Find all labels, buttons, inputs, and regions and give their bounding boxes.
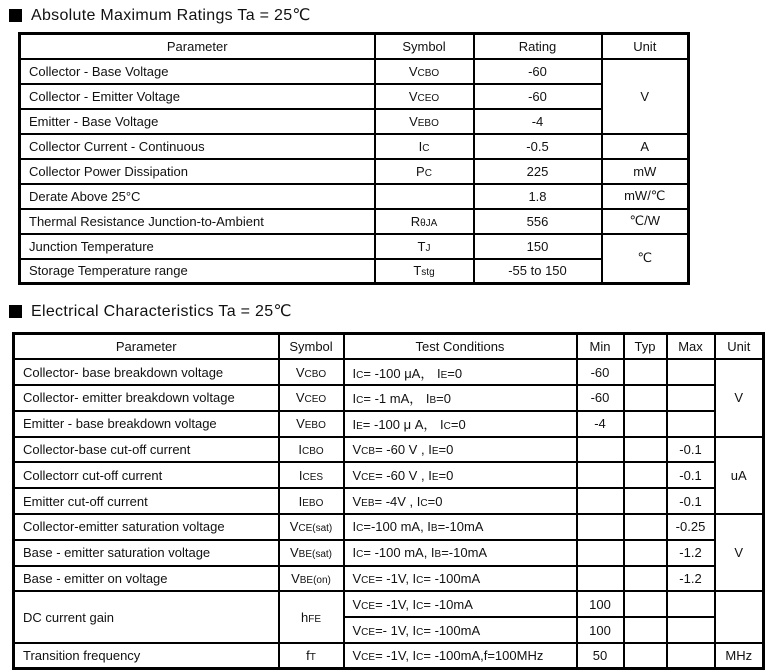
param-cell: Emitter cut-off current — [14, 488, 279, 514]
symbol-cell: VCE(sat) — [279, 514, 344, 540]
typ-cell — [624, 514, 667, 540]
section-title-text: Absolute Maximum Ratings Ta = 25℃ — [31, 7, 311, 24]
table-row — [20, 184, 689, 209]
min-cell — [577, 488, 624, 514]
unit-cell: ℃/W — [602, 209, 689, 234]
filled-square-icon — [9, 9, 22, 22]
max-cell: -0.1 — [667, 437, 715, 463]
param-cell: Collectorr cut-off current — [14, 462, 279, 488]
typ-cell — [624, 617, 667, 643]
cond-cell: VCE= -1V, IC= -10mA — [344, 591, 577, 617]
symbol-cell: VCBO — [279, 359, 344, 385]
unit-cell: ℃ — [602, 234, 689, 284]
param-cell: Collector- emitter breakdown voltage — [14, 385, 279, 411]
symbol-cell: hFE — [279, 591, 344, 643]
symbol-cell: VEBO — [375, 109, 474, 134]
unit-cell: MHz — [715, 643, 764, 669]
rating-cell: 556 — [474, 209, 602, 234]
cond-cell: VEB= -4V , IC=0 — [344, 488, 577, 514]
rating-cell: -55 to 150 — [474, 259, 602, 284]
col-header-min: Min — [577, 334, 624, 360]
unit-cell: mW — [602, 159, 689, 184]
cond-cell: VCE= -1V, IC= -100mA — [344, 566, 577, 592]
typ-cell — [624, 488, 667, 514]
table-row — [14, 385, 764, 411]
unit-cell: V — [715, 514, 764, 591]
symbol-cell: fT — [279, 643, 344, 669]
section-title-electrical-characteristics — [9, 301, 292, 321]
rating-cell: 150 — [474, 234, 602, 259]
table-row — [14, 643, 764, 669]
symbol-cell: RθJA — [375, 209, 474, 234]
typ-cell — [624, 359, 667, 385]
symbol-cell: VBE(on) — [279, 566, 344, 592]
cond-cell: VCB= -60 V , IE=0 — [344, 437, 577, 463]
col-header-parameter: Parameter — [14, 334, 279, 360]
param-cell: Collector - Emitter Voltage — [20, 84, 375, 109]
typ-cell — [624, 566, 667, 592]
cond-cell: VCE= -1V, IC= -100mA,f=100MHz — [344, 643, 577, 669]
section-title-text: Electrical Characteristics Ta = 25℃ — [31, 303, 292, 320]
typ-cell — [624, 411, 667, 437]
param-cell: Emitter - Base Voltage — [20, 109, 375, 134]
table-row — [20, 159, 689, 184]
min-cell: -60 — [577, 359, 624, 385]
col-header-parameter: Parameter — [20, 34, 375, 59]
symbol-cell: VEBO — [279, 411, 344, 437]
param-cell: Thermal Resistance Junction-to-Ambient — [20, 209, 375, 234]
max-cell — [667, 359, 715, 385]
param-cell: Collector- base breakdown voltage — [14, 359, 279, 385]
max-cell: -1.2 — [667, 566, 715, 592]
min-cell: -60 — [577, 385, 624, 411]
table-row — [20, 259, 689, 284]
symbol-cell: VCEO — [279, 385, 344, 411]
col-header-symbol: Symbol — [375, 34, 474, 59]
col-header-symbol: Symbol — [279, 334, 344, 360]
param-cell: DC current gain — [14, 591, 279, 643]
rating-cell: -4 — [474, 109, 602, 134]
param-cell: Base - emitter saturation voltage — [14, 540, 279, 566]
symbol-cell: VCBO — [375, 59, 474, 84]
table-row — [20, 234, 689, 259]
unit-cell — [715, 591, 764, 643]
min-cell: -4 — [577, 411, 624, 437]
col-header-typ: Typ — [624, 334, 667, 360]
table-row — [14, 488, 764, 514]
cond-cell: IC= -100 μA， IE=0 — [344, 359, 577, 385]
table-row — [20, 109, 689, 134]
param-cell: Collector-base cut-off current — [14, 437, 279, 463]
param-cell: Storage Temperature range — [20, 259, 375, 284]
col-header-rating: Rating — [474, 34, 602, 59]
table-row — [14, 540, 764, 566]
typ-cell — [624, 462, 667, 488]
param-cell: Collector Power Dissipation — [20, 159, 375, 184]
rating-cell: -60 — [474, 84, 602, 109]
min-cell: 100 — [577, 591, 624, 617]
col-header-unit: Unit — [715, 334, 764, 360]
unit-cell: mW/℃ — [602, 184, 689, 209]
cond-cell: IC= -100 mA, IB=-10mA — [344, 540, 577, 566]
symbol-cell — [375, 184, 474, 209]
col-header-max: Max — [667, 334, 715, 360]
min-cell — [577, 540, 624, 566]
typ-cell — [624, 540, 667, 566]
rating-cell: -0.5 — [474, 134, 602, 159]
table-header-row — [20, 34, 689, 59]
table-row — [14, 514, 764, 540]
col-header-unit: Unit — [602, 34, 689, 59]
cond-cell: VCE= -60 V , IE=0 — [344, 462, 577, 488]
unit-cell: A — [602, 134, 689, 159]
min-cell — [577, 566, 624, 592]
table-row — [20, 59, 689, 84]
symbol-cell: IC — [375, 134, 474, 159]
table-row — [20, 134, 689, 159]
max-cell: -1.2 — [667, 540, 715, 566]
filled-square-icon — [9, 305, 22, 318]
min-cell: 100 — [577, 617, 624, 643]
min-cell — [577, 462, 624, 488]
table-row — [14, 411, 764, 437]
table-row — [20, 84, 689, 109]
rating-cell: 1.8 — [474, 184, 602, 209]
symbol-cell: ICES — [279, 462, 344, 488]
max-cell — [667, 591, 715, 617]
param-cell: Transition frequency — [14, 643, 279, 669]
typ-cell — [624, 591, 667, 617]
symbol-cell: IEBO — [279, 488, 344, 514]
table-row — [14, 591, 764, 617]
cond-cell: IC=-100 mA, IB=-10mA — [344, 514, 577, 540]
min-cell — [577, 514, 624, 540]
table-row — [20, 209, 689, 234]
cond-cell: IC= -1 mA， IB=0 — [344, 385, 577, 411]
min-cell: 50 — [577, 643, 624, 669]
symbol-cell: PC — [375, 159, 474, 184]
symbol-cell: VCEO — [375, 84, 474, 109]
max-cell: -0.1 — [667, 488, 715, 514]
max-cell: -0.25 — [667, 514, 715, 540]
param-cell: Collector Current - Continuous — [20, 134, 375, 159]
typ-cell — [624, 437, 667, 463]
max-cell — [667, 411, 715, 437]
symbol-cell: TJ — [375, 234, 474, 259]
cond-cell: IE= -100 μ A， IC=0 — [344, 411, 577, 437]
param-cell: Base - emitter on voltage — [14, 566, 279, 592]
table-row — [14, 437, 764, 463]
unit-cell: V — [602, 59, 689, 134]
cond-cell: VCE=- 1V, IC= -100mA — [344, 617, 577, 643]
electrical-characteristics-table — [12, 332, 765, 670]
max-cell — [667, 385, 715, 411]
table-header-row — [14, 334, 764, 360]
param-cell: Junction Temperature — [20, 234, 375, 259]
rating-cell: 225 — [474, 159, 602, 184]
param-cell: Derate Above 25°C — [20, 184, 375, 209]
absolute-max-ratings-table — [18, 32, 690, 285]
param-cell: Collector-emitter saturation voltage — [14, 514, 279, 540]
table-row — [14, 566, 764, 592]
typ-cell — [624, 385, 667, 411]
table-row — [14, 462, 764, 488]
symbol-cell: Tstg — [375, 259, 474, 284]
rating-cell: -60 — [474, 59, 602, 84]
col-header-test-conditions: Test Conditions — [344, 334, 577, 360]
unit-cell: V — [715, 359, 764, 436]
typ-cell — [624, 643, 667, 669]
symbol-cell: VBE(sat) — [279, 540, 344, 566]
param-cell: Collector - Base Voltage — [20, 59, 375, 84]
max-cell: -0.1 — [667, 462, 715, 488]
min-cell — [577, 437, 624, 463]
unit-cell: uA — [715, 437, 764, 514]
symbol-cell: ICBO — [279, 437, 344, 463]
max-cell — [667, 617, 715, 643]
section-title-absolute-max — [9, 5, 311, 25]
table-row — [14, 359, 764, 385]
max-cell — [667, 643, 715, 669]
param-cell: Emitter - base breakdown voltage — [14, 411, 279, 437]
